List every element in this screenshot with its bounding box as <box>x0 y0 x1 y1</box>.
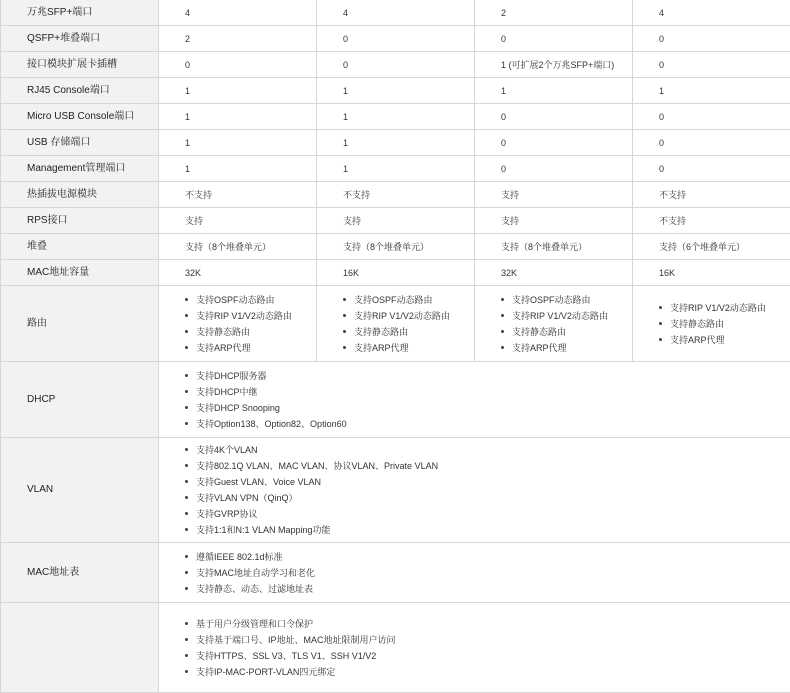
list-item: 支持静态路由 <box>659 316 790 332</box>
row-management-port <box>1 156 790 182</box>
bullet-list <box>659 300 790 348</box>
list-item: 支持MAC地址自动学习和老化 <box>185 565 790 581</box>
bullet-list <box>185 292 316 356</box>
list-item: 支持Option138、Option82、Option60 <box>185 416 790 432</box>
list-item: 支持RIP V1/V2动态路由 <box>659 300 790 316</box>
bullet-dot-icon <box>185 374 188 377</box>
bullet-dot-icon <box>185 638 188 641</box>
list-item: 支持OSPF动态路由 <box>501 292 632 308</box>
list-item: 支持GVRP协议 <box>185 506 790 522</box>
row-label: RPS接口 <box>1 208 159 234</box>
bullet-dot-icon <box>185 528 188 531</box>
list-item: 支持OSPF动态路由 <box>343 292 474 308</box>
bullet-dot-icon <box>185 512 188 515</box>
bullet-dot-icon <box>659 322 662 325</box>
cell-value: 4 <box>159 0 317 26</box>
cell-value: 0 <box>633 52 790 78</box>
cell-value: 0 <box>159 52 317 78</box>
row-label: 热插拔电源模块 <box>1 182 159 208</box>
bullet-dot-icon <box>185 448 188 451</box>
list-item: 支持1:1和N:1 VLAN Mapping功能 <box>185 522 790 538</box>
cell-feature-list <box>317 286 475 362</box>
row-label: DHCP <box>1 362 159 438</box>
list-item: 遵循IEEE 802.1d标准 <box>185 549 790 565</box>
bullet-dot-icon <box>185 390 188 393</box>
cell-feature-list <box>159 603 790 693</box>
cell-value: 0 <box>633 156 790 182</box>
row-usb-storage <box>1 130 790 156</box>
cell-value: 32K <box>475 260 633 286</box>
list-item: 支持HTTPS、SSL V3、TLS V1、SSH V1/V2 <box>185 648 790 664</box>
bullet-dot-icon <box>185 571 188 574</box>
row-label: 万兆SFP+端口 <box>1 0 159 26</box>
cell-value: 不支持 <box>633 208 790 234</box>
list-item: 支持静态路由 <box>501 324 632 340</box>
cell-value: 支持 <box>317 208 475 234</box>
list-item: 支持IP-MAC-PORT-VLAN四元绑定 <box>185 664 790 680</box>
list-item: 支持ARP代理 <box>185 340 316 356</box>
bullet-dot-icon <box>185 480 188 483</box>
row-label: 堆叠 <box>1 234 159 260</box>
bullet-dot-icon <box>501 298 504 301</box>
row-label: MAC地址容量 <box>1 260 159 286</box>
cell-value: 1 <box>159 130 317 156</box>
row-sfp-ports <box>1 0 790 26</box>
row-routing <box>1 286 790 362</box>
row-security <box>1 603 790 693</box>
list-item: 基于用户分级管理和口令保护 <box>185 616 790 632</box>
cell-value: 0 <box>475 130 633 156</box>
bullet-dot-icon <box>185 314 188 317</box>
cell-value: 1 <box>633 78 790 104</box>
cell-value: 支持（8个堆叠单元） <box>159 234 317 260</box>
bullet-dot-icon <box>185 555 188 558</box>
list-item: 支持ARP代理 <box>343 340 474 356</box>
bullet-dot-icon <box>343 346 346 349</box>
list-item: 支持VLAN VPN（QinQ） <box>185 490 790 506</box>
row-expansion-slot <box>1 52 790 78</box>
bullet-dot-icon <box>501 346 504 349</box>
cell-value: 0 <box>317 26 475 52</box>
row-micro-usb-console <box>1 104 790 130</box>
cell-feature-list <box>475 286 633 362</box>
cell-value: 1 (可扩展2个万兆SFP+端口) <box>475 52 633 78</box>
cell-value: 1 <box>159 78 317 104</box>
cell-value: 0 <box>633 130 790 156</box>
list-item: 支持静态路由 <box>185 324 316 340</box>
bullet-dot-icon <box>185 587 188 590</box>
row-label: 路由 <box>1 286 159 362</box>
cell-value: 支持（8个堆叠单元） <box>475 234 633 260</box>
row-mac-table <box>1 543 790 603</box>
bullet-dot-icon <box>185 346 188 349</box>
cell-value: 1 <box>159 156 317 182</box>
cell-value: 支持 <box>475 182 633 208</box>
bullet-dot-icon <box>185 406 188 409</box>
cell-value: 支持（8个堆叠单元） <box>317 234 475 260</box>
cell-feature-list <box>159 362 790 438</box>
cell-value: 4 <box>317 0 475 26</box>
cell-value: 支持 <box>159 208 317 234</box>
row-label: RJ45 Console端口 <box>1 78 159 104</box>
bullet-dot-icon <box>185 298 188 301</box>
row-label: Management管理端口 <box>1 156 159 182</box>
row-label: MAC地址表 <box>1 543 159 603</box>
cell-feature-list <box>159 286 317 362</box>
bullet-dot-icon <box>185 654 188 657</box>
cell-value: 1 <box>317 130 475 156</box>
spec-table-body <box>1 0 790 693</box>
bullet-list <box>185 442 790 538</box>
bullet-dot-icon <box>185 330 188 333</box>
list-item: 支持RIP V1/V2动态路由 <box>343 308 474 324</box>
list-item: 支持DHCP服务器 <box>185 368 790 384</box>
cell-value: 支持（6个堆叠单元） <box>633 234 790 260</box>
list-item: 支持基于端口号、IP地址、MAC地址限制用户访问 <box>185 632 790 648</box>
bullet-dot-icon <box>185 422 188 425</box>
cell-value: 1 <box>159 104 317 130</box>
list-item: 支持4K个VLAN <box>185 442 790 458</box>
bullet-list <box>343 292 474 356</box>
row-hot-swap-power <box>1 182 790 208</box>
bullet-dot-icon <box>185 622 188 625</box>
cell-value: 4 <box>633 0 790 26</box>
row-label: VLAN <box>1 438 159 543</box>
row-vlan <box>1 438 790 543</box>
list-item: 支持RIP V1/V2动态路由 <box>501 308 632 324</box>
bullet-dot-icon <box>659 338 662 341</box>
list-item: 支持DHCP中继 <box>185 384 790 400</box>
row-label: USB 存储端口 <box>1 130 159 156</box>
cell-value: 不支持 <box>633 182 790 208</box>
bullet-dot-icon <box>185 496 188 499</box>
cell-value: 不支持 <box>317 182 475 208</box>
list-item: 支持RIP V1/V2动态路由 <box>185 308 316 324</box>
cell-value: 0 <box>633 104 790 130</box>
cell-value: 16K <box>317 260 475 286</box>
bullet-list <box>185 549 790 597</box>
bullet-list <box>185 616 790 680</box>
row-stacking <box>1 234 790 260</box>
list-item: 支持Guest VLAN、Voice VLAN <box>185 474 790 490</box>
row-label: Micro USB Console端口 <box>1 104 159 130</box>
cell-value: 16K <box>633 260 790 286</box>
cell-value: 1 <box>317 156 475 182</box>
row-dhcp <box>1 362 790 438</box>
cell-feature-list <box>633 286 790 362</box>
list-item: 支持OSPF动态路由 <box>185 292 316 308</box>
bullet-dot-icon <box>343 298 346 301</box>
list-item: 支持ARP代理 <box>659 332 790 348</box>
list-item: 支持ARP代理 <box>501 340 632 356</box>
cell-feature-list <box>159 438 790 543</box>
bullet-dot-icon <box>343 330 346 333</box>
cell-value: 0 <box>475 104 633 130</box>
row-mac-capacity <box>1 260 790 286</box>
cell-feature-list <box>159 543 790 603</box>
cell-value: 2 <box>475 0 633 26</box>
bullet-dot-icon <box>501 330 504 333</box>
cell-value: 1 <box>317 78 475 104</box>
row-rj45-console <box>1 78 790 104</box>
cell-value: 2 <box>159 26 317 52</box>
cell-value: 支持 <box>475 208 633 234</box>
list-item: 支持静态路由 <box>343 324 474 340</box>
list-item: 支持静态、动态、过滤地址表 <box>185 581 790 597</box>
row-rps-interface <box>1 208 790 234</box>
list-item: 支持DHCP Snooping <box>185 400 790 416</box>
cell-value: 1 <box>475 78 633 104</box>
bullet-dot-icon <box>343 314 346 317</box>
cell-value: 0 <box>475 26 633 52</box>
row-label <box>1 603 159 693</box>
row-label: 接口模块扩展卡插槽 <box>1 52 159 78</box>
row-label: QSFP+堆叠端口 <box>1 26 159 52</box>
bullet-dot-icon <box>501 314 504 317</box>
cell-value: 1 <box>317 104 475 130</box>
bullet-dot-icon <box>185 670 188 673</box>
bullet-list <box>185 368 790 432</box>
cell-value: 32K <box>159 260 317 286</box>
list-item: 支持802.1Q VLAN、MAC VLAN、协议VLAN、Private VLAN <box>185 458 790 474</box>
bullet-list <box>501 292 632 356</box>
cell-value: 0 <box>633 26 790 52</box>
cell-value: 不支持 <box>159 182 317 208</box>
row-qsfp-ports <box>1 26 790 52</box>
bullet-dot-icon <box>185 464 188 467</box>
bullet-dot-icon <box>659 306 662 309</box>
cell-value: 0 <box>317 52 475 78</box>
cell-value: 0 <box>475 156 633 182</box>
